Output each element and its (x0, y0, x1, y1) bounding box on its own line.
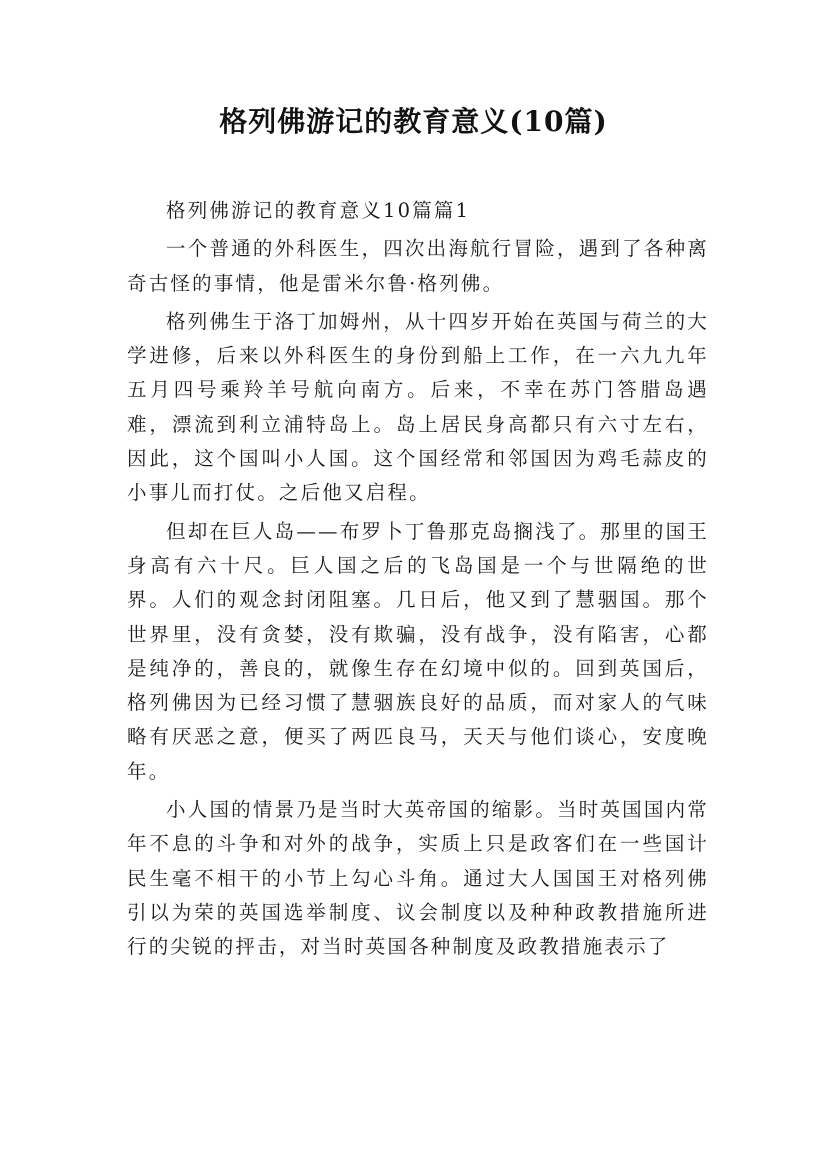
paragraph: 但却在巨人岛——布罗卜丁鲁那克岛搁浅了。那里的国王身高有六十尺。巨人国之后的飞岛国是一个与世隔绝的世界。人们的观念封闭阻塞。几日后，他又到了慧骃国。那个世界里，没有贪婪，没有欺骗，没有战争，没有陷害，心都是纯净的，善良的，就像生存在幻境中似的。回到英国后，格列佛因为已经习惯了慧骃族良好的品质，而对家人的气味略有厌恶之意，便买了两匹良马，天天与他们谈心，安度晚年。 (127, 519, 709, 783)
paragraph: 一个普通的外科医生，四次出海航行冒险，遇到了各种离奇古怪的事情，他是雷米尔鲁·格列佛。 (127, 237, 709, 295)
paragraph: 小人国的情景乃是当时大英帝国的缩影。当时英国国内常年不息的斗争和对外的战争，实质上只是政客们在一些国计民生毫不相干的小节上勾心斗角。通过大人国国王对格列佛引以为荣的英国选举制度、议会制度以及种种政教措施所进行的尖锐的抨击，对当时英国各种制度及政教措施表示了 (127, 798, 709, 959)
document-title: 格列佛游记的教育意义(10篇) (219, 105, 608, 138)
paragraph-subtitle: 格列佛游记的教育意义10篇篇1 (166, 199, 471, 222)
paragraph: 格列佛生于洛丁加姆州，从十四岁开始在英国与荷兰的大学进修，后来以外科医生的身份到船上工作，在一六九九年五月四号乘羚羊号航向南方。后来，不幸在苏门答腊岛遇难，漂流到利立浦特岛上。岛上居民身高都只有六寸左右，因此，这个国叫小人国。这个国经常和邻国因为鸡毛蒜皮的小事儿而打仗。之后他又启程。 (127, 309, 709, 505)
document-body (127, 194, 709, 969)
